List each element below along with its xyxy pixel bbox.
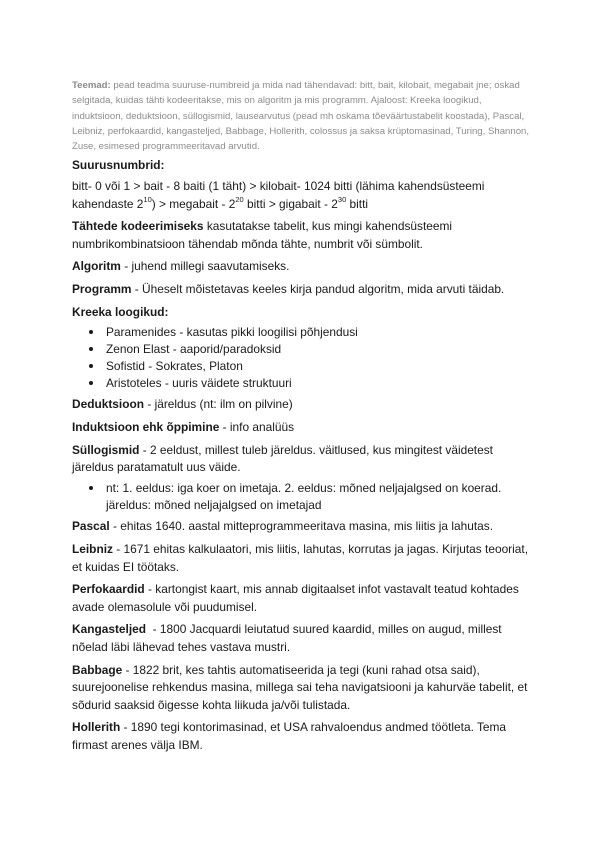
size-numbers-line-2b: ) > megabait - 2 <box>151 196 236 211</box>
punch-cards-paragraph <box>72 581 532 616</box>
size-numbers-line-1: bitt- 0 või 1 > bait - 8 baiti (1 täht) > kilobait- 1024 bitti (lähima kahendsüsteemi <box>72 179 485 194</box>
babbage-text: - 1822 brit, kes tahtis automatiseerida ja tegi (kuni rahad otsa said), suurejoonelise rehkendus masina, millega sai teha navigatsiooni ja kahurväe tabelit, et sõdurid saaksid õigesse kohta liikuda ja/või tulistada. <box>72 662 528 712</box>
letter-encoding-text: kasutatakse tabelit, kus mingi kahendsüsteemi numbrikombinatsioon tähendab mõnda tähte, numbrit või sümbolit. <box>72 219 453 251</box>
list-item: Sofistid - Sokrates, Platon <box>106 358 532 375</box>
babbage-paragraph <box>72 662 532 715</box>
greek-logicians-list <box>72 324 532 391</box>
syllogism-example-list <box>72 480 532 514</box>
greek-logicians-heading <box>72 304 532 322</box>
size-numbers-line-2d: bitti <box>346 196 369 211</box>
program-paragraph <box>72 281 532 299</box>
looms-text: - 1800 Jacquardi leiutatud suured kaardid, milles on augud, millest nõelad läbi lähevad tehes vastava mustri. <box>72 622 505 654</box>
punch-cards-term: Perfokaardid <box>72 582 145 597</box>
algorithm-term: Algoritm <box>72 259 121 274</box>
leibniz-term: Leibniz <box>72 541 113 556</box>
document-page <box>72 78 532 760</box>
deduction-term: Deduktsioon <box>72 397 145 412</box>
letter-encoding-term: Tähtede kodeerimiseks <box>72 219 204 234</box>
size-numbers-heading-text: Suurusnumbrid: <box>72 158 165 173</box>
pascal-paragraph <box>72 518 532 536</box>
deduction-paragraph <box>72 396 532 414</box>
leibniz-paragraph <box>72 541 532 576</box>
topics-intro <box>72 78 532 154</box>
looms-term: Kangasteljed <box>72 622 147 637</box>
list-item: Paramenides - kasutas pikki loogilisi põhjendusi <box>106 324 532 341</box>
greek-logicians-heading-text: Kreeka loogikud: <box>72 304 169 319</box>
induction-paragraph <box>72 419 532 437</box>
program-term: Programm <box>72 282 132 297</box>
exponent-20: 20 <box>235 194 244 204</box>
hollerith-term: Hollerith <box>72 720 121 735</box>
list-item: Zenon Elast - aaporid/paradoksid <box>106 341 532 358</box>
syllogism-text: - 2 eeldust, millest tuleb järeldus. väitlused, kus mingitest väidetest järeldus paratamatult uus väide. <box>72 442 493 475</box>
letter-encoding-paragraph <box>72 218 532 253</box>
babbage-term: Babbage <box>72 662 123 677</box>
hollerith-paragraph <box>72 719 532 754</box>
topics-text: pead teadma suuruse-numbreid ja mida nad tähendavad: bitt, bait, kilobait, megabait jne; oskad selgitada, kuidas tähti kodeeritakse, mis on algoritm ja mis programm. Ajaloost: Kreeka loogikud, induktsioon, deduktsioon, süllogismid, lausearvutus (pead mh oskama tõeväärtustabelit koostada), Pascal, Leibniz, perfokaardid, kangasteljed, Babbage, Hollerith, colossus ja saksa krüptomasinad, Turing, Shannon, Zuse, esimesed programmeeritavad arvutid. <box>72 80 530 153</box>
syllogism-paragraph <box>72 442 532 477</box>
exponent-30: 30 <box>337 194 347 204</box>
size-numbers-heading <box>72 157 532 175</box>
exponent-10: 10 <box>143 194 152 204</box>
size-numbers-line-2c: bitti > gigabait - 2 <box>243 196 338 211</box>
pascal-term: Pascal <box>72 519 110 534</box>
deduction-text: - järeldus (nt: ilm on pilvine) <box>144 397 293 412</box>
algorithm-paragraph <box>72 258 532 276</box>
size-numbers-line-2a: kahendaste 2 <box>72 196 144 211</box>
list-item: Aristoteles - uuris väidete struktuuri <box>106 375 532 392</box>
induction-term: Induktsioon ehk õppimine <box>72 420 220 435</box>
algorithm-text: - juhend millegi saavutamiseks. <box>120 259 290 274</box>
pascal-text: - ehitas 1640. aastal mitteprogrammeeritava masina, mis liitis ja lahutas. <box>109 519 493 534</box>
syllogism-term: Süllogismid <box>72 442 140 457</box>
topics-label: Teemad: <box>72 80 111 91</box>
induction-text: - info analüüs <box>219 420 295 435</box>
punch-cards-text: - kartongist kaart, mis annab digitaalset infot vastavalt teatud kohtades avade olemasolule või puudumisel. <box>72 582 519 614</box>
looms-paragraph <box>72 621 532 656</box>
size-numbers-paragraph <box>72 178 532 213</box>
leibniz-text: - 1671 ehitas kalkulaatori, mis liitis, lahutas, korrutas ja jagas. Kirjutas teooriat, et kuidas EI töötaks. <box>72 541 529 574</box>
program-text: - Üheselt mõistetavas keeles kirja pandud algoritm, mida arvuti täidab. <box>131 282 505 297</box>
list-item: nt: 1. eeldus: iga koer on imetaja. 2. eeldus: mõned neljajalgsed on koerad. järeldus: mõned neljajalgsed on imetajad <box>106 480 532 514</box>
hollerith-text: - 1890 tegi kontorimasinad, et USA rahvaloendus andmed töötleta. Tema firmast arenes välja IBM. <box>72 720 507 752</box>
